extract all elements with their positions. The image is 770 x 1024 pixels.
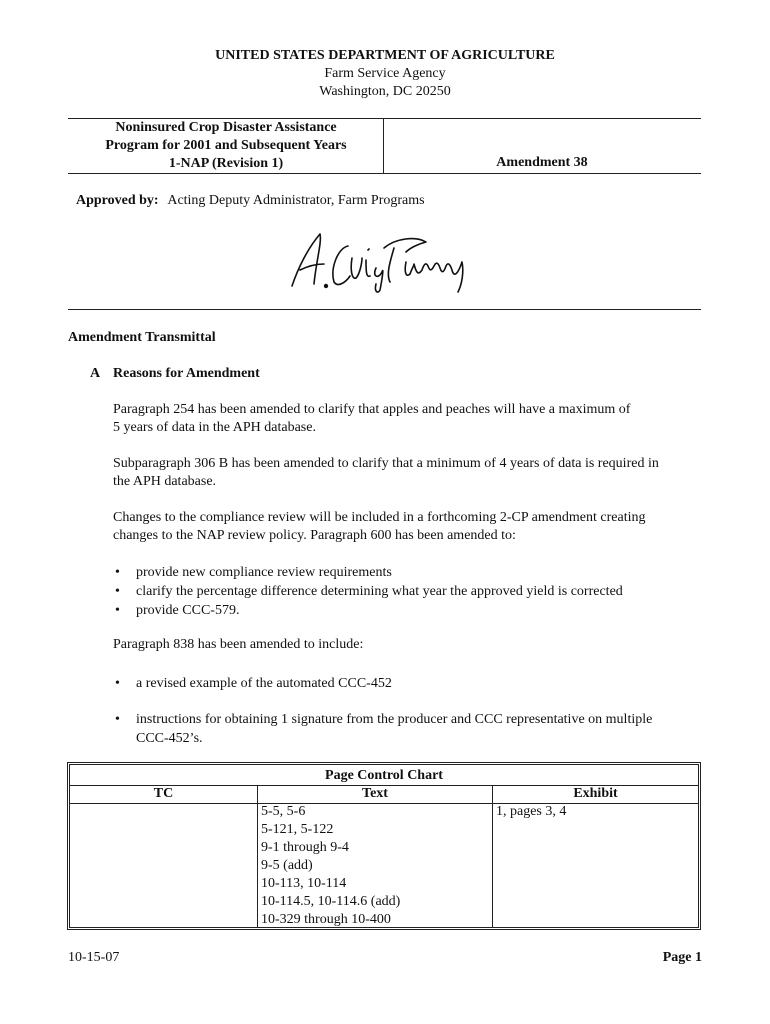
paragraph-306b: [113, 455, 713, 491]
bullet-icon: •: [115, 584, 120, 599]
department-name: UNITED STATES DEPARTMENT OF AGRICULTURE: [215, 48, 555, 63]
text-column: [258, 785, 492, 929]
list-item: [113, 674, 713, 693]
bullet-icon: •: [115, 676, 120, 691]
amendment-number: Amendment 38: [496, 155, 588, 170]
signature-image: [286, 228, 486, 294]
document-header: [0, 47, 770, 101]
text-cell: 10-114.5, 10-114.6 (add): [261, 894, 401, 909]
agency-name: Farm Service Agency: [324, 66, 446, 81]
paragraph-line: Paragraph 254 has been amended to clarify that apples and peaches will have a maximum of: [113, 402, 631, 417]
chart-title: Page Control Chart: [325, 768, 443, 783]
transmittal-title: Amendment Transmittal: [68, 330, 216, 345]
bullet-icon: •: [115, 712, 120, 727]
section-letter: A: [90, 366, 101, 381]
paragraph-838-bullet-a: [113, 674, 713, 693]
list-item-text: CCC-452’s.: [136, 731, 203, 746]
list-item-text: instructions for obtaining 1 signature from the producer and CCC representative on multiple: [136, 712, 653, 727]
section-title: Reasons for Amendment: [113, 366, 260, 381]
doc-title-line: 1-NAP (Revision 1): [168, 156, 284, 171]
footer-date: 10-15-07: [68, 950, 120, 965]
list-item: [113, 563, 713, 582]
tc-column: [70, 785, 257, 803]
text-column-header: Text: [362, 786, 388, 801]
bullet-icon: •: [115, 565, 120, 580]
doc-title-line: Noninsured Crop Disaster Assistance: [115, 120, 337, 135]
exhibit-cell: 1, pages 3, 4: [496, 804, 567, 819]
paragraph-254: [113, 401, 713, 437]
paragraph-838-bullet-b: [113, 710, 713, 748]
paragraph-line: Subparagraph 306 B has been amended to clarify that a minimum of 4 years of data is required in: [113, 456, 659, 471]
list-item-text: a revised example of the automated CCC-452: [136, 676, 392, 691]
paragraph-line: 5 years of data in the APH database.: [113, 420, 316, 435]
text-cell: 10-329 through 10-400: [261, 912, 391, 927]
paragraph-line: changes to the NAP review policy. Paragraph 600 has been amended to:: [113, 528, 516, 543]
paragraph-600: [113, 509, 713, 545]
list-item-text: provide new compliance review requirements: [136, 565, 392, 580]
exhibit-column-header: Exhibit: [573, 786, 618, 801]
list-item: [113, 710, 713, 748]
text-cell: 9-1 through 9-4: [261, 840, 349, 855]
exhibit-column: [493, 785, 698, 821]
list-item: [113, 601, 713, 620]
paragraph-838-intro: Paragraph 838 has been amended to include:: [113, 637, 364, 652]
text-cell: 5-121, 5-122: [261, 822, 334, 837]
section-heading: [90, 366, 260, 382]
text-cell: 5-5, 5-6: [261, 804, 306, 819]
approval-value: Acting Deputy Administrator, Farm Programs: [167, 193, 425, 208]
approval-label: Approved by:: [76, 193, 159, 208]
list-item-text: provide CCC-579.: [136, 603, 240, 618]
paragraph-line: the APH database.: [113, 474, 217, 489]
doc-title-line: Program for 2001 and Subsequent Years: [105, 138, 347, 153]
signature-bottom-rule: [68, 309, 701, 310]
list-item: [113, 582, 713, 601]
tc-column-header: TC: [153, 786, 174, 801]
agency-location: Washington, DC 20250: [319, 84, 451, 99]
text-cell: 9-5 (add): [261, 858, 313, 873]
page-control-chart: [67, 762, 701, 930]
page-number: Page 1: [662, 950, 702, 965]
paragraph-line: Changes to the compliance review will be included in a forthcoming 2-CP amendment creating: [113, 510, 646, 525]
paragraph-600-bullets: [113, 563, 713, 620]
bullet-icon: •: [115, 603, 120, 618]
list-item-text: clarify the percentage difference determining what year the approved yield is corrected: [136, 584, 623, 599]
doc-box-bottom-rule: [68, 173, 701, 174]
approval-line: [76, 193, 425, 209]
doc-title: [68, 119, 384, 173]
text-cell: 10-113, 10-114: [261, 876, 347, 891]
